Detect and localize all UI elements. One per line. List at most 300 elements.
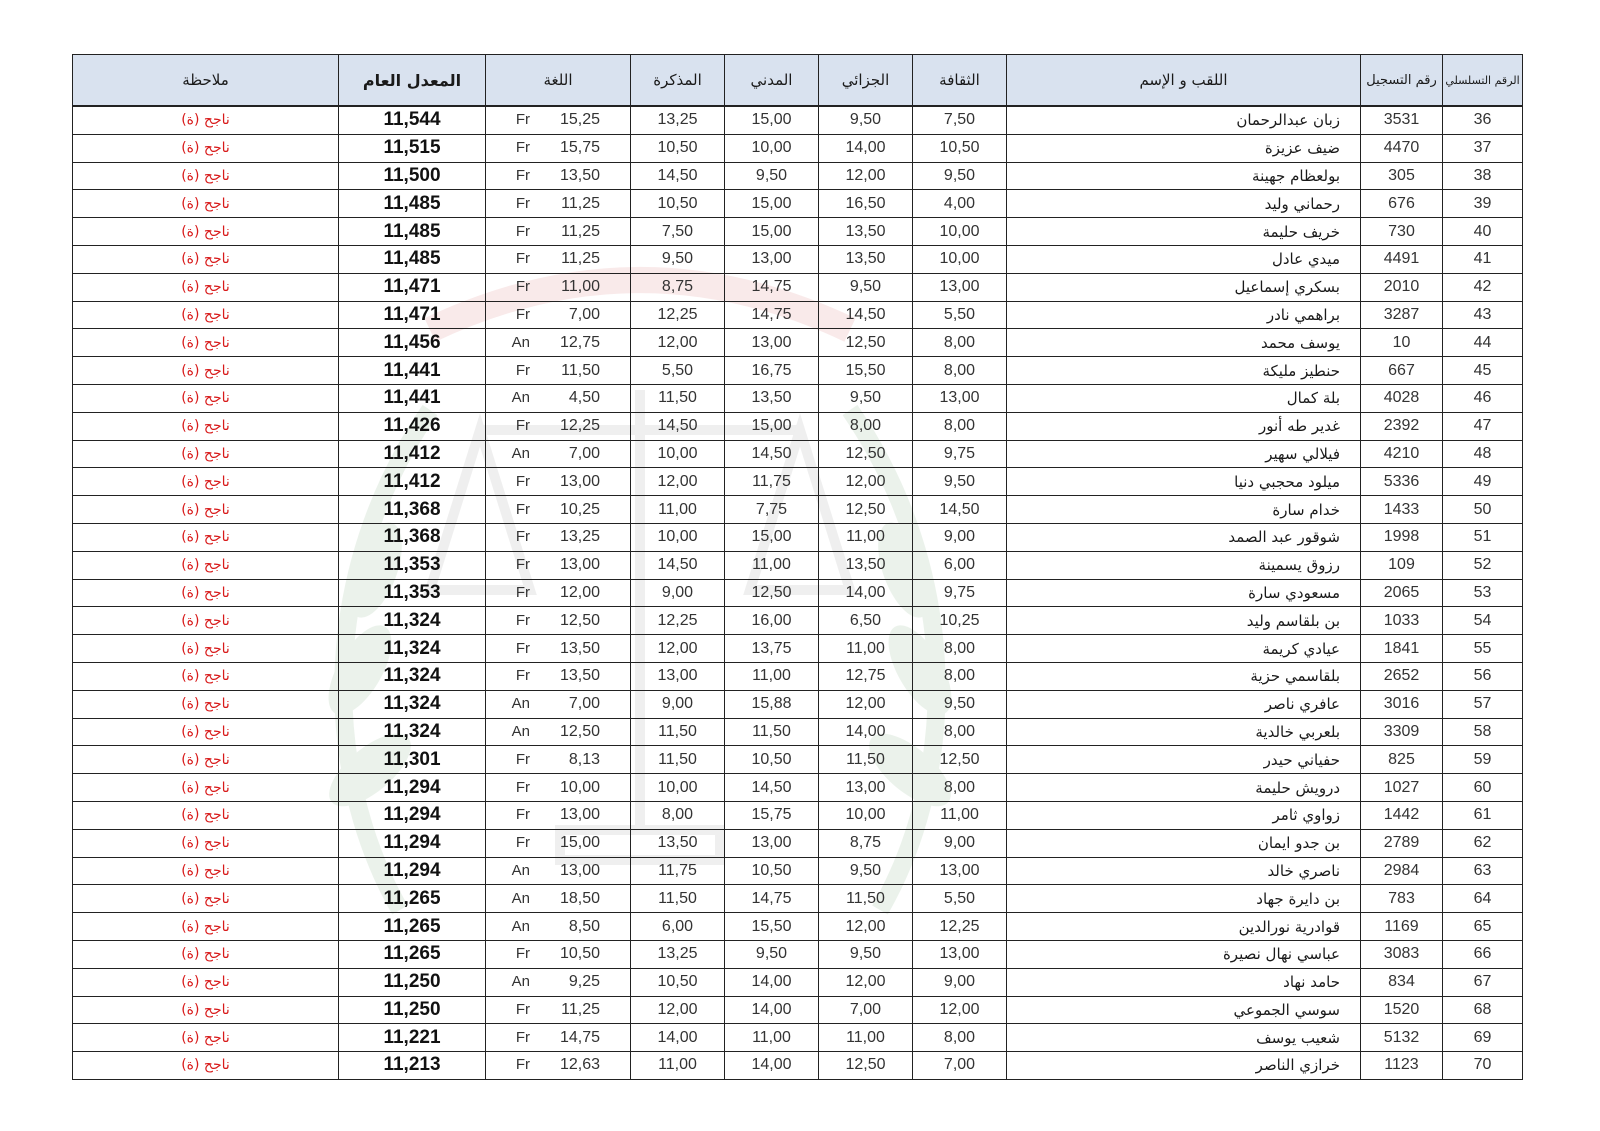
table-row <box>73 245 1523 273</box>
language-cell <box>486 885 631 913</box>
reg-cell: 3016 <box>1361 690 1443 718</box>
reg-cell: 667 <box>1361 357 1443 385</box>
name-cell: حنطيز مليكة <box>1007 357 1361 385</box>
name-cell: قوادرية نورالدين <box>1007 913 1361 941</box>
table-row <box>73 801 1523 829</box>
language-grade: 8,50 <box>568 917 600 935</box>
table-row <box>73 357 1523 385</box>
language-cell <box>486 774 631 802</box>
language-grade: 12,50 <box>559 611 600 629</box>
criminal-cell: 8,75 <box>819 829 913 857</box>
average-cell: 11,471 <box>339 273 486 301</box>
memo-cell: 14,50 <box>631 162 725 190</box>
criminal-cell: 13,50 <box>819 218 913 246</box>
average-cell: 11,544 <box>339 106 486 134</box>
language-grade: 7,00 <box>568 444 600 462</box>
note-cell: ناجح (ة) <box>73 106 339 134</box>
table-row <box>73 1052 1523 1080</box>
col-average-header: المعدل العام <box>339 55 486 107</box>
language-grade: 9,25 <box>568 973 600 991</box>
culture-cell: 14,50 <box>913 496 1007 524</box>
serial-cell: 38 <box>1443 162 1523 190</box>
average-cell: 11,265 <box>339 940 486 968</box>
civil-cell: 11,00 <box>725 551 819 579</box>
serial-cell: 57 <box>1443 690 1523 718</box>
col-culture-header: الثقافة <box>913 55 1007 107</box>
average-cell: 11,500 <box>339 162 486 190</box>
name-cell: بلقاسمي حزية <box>1007 662 1361 690</box>
criminal-cell: 11,50 <box>819 746 913 774</box>
table-row <box>73 551 1523 579</box>
col-memo-header: المذكرة <box>631 55 725 107</box>
criminal-cell: 10,00 <box>819 801 913 829</box>
language-cell <box>486 579 631 607</box>
note-cell: ناجح (ة) <box>73 440 339 468</box>
civil-cell: 15,75 <box>725 801 819 829</box>
reg-cell: 1033 <box>1361 607 1443 635</box>
note-cell: ناجح (ة) <box>73 218 339 246</box>
serial-cell: 64 <box>1443 885 1523 913</box>
reg-cell: 4210 <box>1361 440 1443 468</box>
average-cell: 11,221 <box>339 1024 486 1052</box>
name-cell: حفياني حيدر <box>1007 746 1361 774</box>
average-cell: 11,368 <box>339 496 486 524</box>
note-cell: ناجح (ة) <box>73 384 339 412</box>
culture-cell: 9,00 <box>913 523 1007 551</box>
language-code: Fr <box>515 750 530 768</box>
memo-cell: 10,50 <box>631 134 725 162</box>
culture-cell: 9,00 <box>913 968 1007 996</box>
name-cell: ناصري خالد <box>1007 857 1361 885</box>
criminal-cell: 12,50 <box>819 1052 913 1080</box>
language-cell <box>486 106 631 134</box>
language-cell <box>486 940 631 968</box>
average-cell: 11,265 <box>339 885 486 913</box>
name-cell: براهمي نادر <box>1007 301 1361 329</box>
language-code: Fr <box>515 250 530 268</box>
language-code: An <box>511 389 530 407</box>
language-cell <box>486 996 631 1024</box>
serial-cell: 55 <box>1443 635 1523 663</box>
table-row <box>73 774 1523 802</box>
memo-cell: 12,00 <box>631 996 725 1024</box>
note-cell: ناجح (ة) <box>73 412 339 440</box>
table-row <box>73 134 1523 162</box>
civil-cell: 14,00 <box>725 968 819 996</box>
reg-cell: 783 <box>1361 885 1443 913</box>
memo-cell: 11,75 <box>631 857 725 885</box>
reg-cell: 4028 <box>1361 384 1443 412</box>
culture-cell: 5,50 <box>913 885 1007 913</box>
table-row <box>73 329 1523 357</box>
language-cell <box>486 551 631 579</box>
col-criminal-header: الجزائي <box>819 55 913 107</box>
civil-cell: 10,50 <box>725 857 819 885</box>
serial-cell: 66 <box>1443 940 1523 968</box>
name-cell: بن بلقاسم وليد <box>1007 607 1361 635</box>
civil-cell: 9,50 <box>725 940 819 968</box>
note-cell: ناجح (ة) <box>73 162 339 190</box>
civil-cell: 13,00 <box>725 329 819 357</box>
reg-cell: 3309 <box>1361 718 1443 746</box>
serial-cell: 40 <box>1443 218 1523 246</box>
culture-cell: 6,00 <box>913 551 1007 579</box>
col-note-header: ملاحظة <box>73 55 339 107</box>
note-cell: ناجح (ة) <box>73 468 339 496</box>
table-row <box>73 829 1523 857</box>
criminal-cell: 14,00 <box>819 718 913 746</box>
language-code: Fr <box>515 194 530 212</box>
average-cell: 11,456 <box>339 329 486 357</box>
civil-cell: 15,88 <box>725 690 819 718</box>
culture-cell: 8,00 <box>913 662 1007 690</box>
name-cell: بسكري إسماعيل <box>1007 273 1361 301</box>
language-grade: 10,25 <box>559 500 600 518</box>
language-cell <box>486 1024 631 1052</box>
reg-cell: 5132 <box>1361 1024 1443 1052</box>
language-code: Fr <box>515 500 530 518</box>
culture-cell: 12,00 <box>913 996 1007 1024</box>
reg-cell: 676 <box>1361 190 1443 218</box>
criminal-cell: 12,00 <box>819 468 913 496</box>
criminal-cell: 6,50 <box>819 607 913 635</box>
memo-cell: 7,50 <box>631 218 725 246</box>
table-row <box>73 384 1523 412</box>
language-code: Fr <box>515 778 530 796</box>
culture-cell: 7,50 <box>913 106 1007 134</box>
culture-cell: 13,00 <box>913 384 1007 412</box>
culture-cell: 8,00 <box>913 357 1007 385</box>
name-cell: بن جدو ايمان <box>1007 829 1361 857</box>
table-row <box>73 718 1523 746</box>
memo-cell: 12,00 <box>631 635 725 663</box>
results-sheet <box>72 54 1522 1080</box>
culture-cell: 13,00 <box>913 273 1007 301</box>
language-grade: 10,50 <box>559 945 600 963</box>
language-cell <box>486 412 631 440</box>
memo-cell: 11,50 <box>631 746 725 774</box>
memo-cell: 12,00 <box>631 329 725 357</box>
name-cell: ميلود محجبي دنيا <box>1007 468 1361 496</box>
reg-cell: 4470 <box>1361 134 1443 162</box>
memo-cell: 10,50 <box>631 190 725 218</box>
col-civil-header: المدني <box>725 55 819 107</box>
language-code: Fr <box>515 611 530 629</box>
language-grade: 7,00 <box>568 695 600 713</box>
criminal-cell: 12,00 <box>819 968 913 996</box>
language-grade: 12,63 <box>559 1056 600 1074</box>
reg-cell: 2065 <box>1361 579 1443 607</box>
name-cell: زبان عبدالرحمان <box>1007 106 1361 134</box>
culture-cell: 10,25 <box>913 607 1007 635</box>
note-cell: ناجح (ة) <box>73 551 339 579</box>
serial-cell: 69 <box>1443 1024 1523 1052</box>
language-grade: 15,75 <box>559 139 600 157</box>
note-cell: ناجح (ة) <box>73 245 339 273</box>
language-code: Fr <box>515 166 530 184</box>
language-cell <box>486 273 631 301</box>
name-cell: غدير طه أنور <box>1007 412 1361 440</box>
civil-cell: 9,50 <box>725 162 819 190</box>
memo-cell: 9,00 <box>631 579 725 607</box>
serial-cell: 65 <box>1443 913 1523 941</box>
table-row <box>73 301 1523 329</box>
language-cell <box>486 746 631 774</box>
language-cell <box>486 690 631 718</box>
memo-cell: 14,50 <box>631 412 725 440</box>
average-cell: 11,485 <box>339 245 486 273</box>
note-cell: ناجح (ة) <box>73 635 339 663</box>
note-cell: ناجح (ة) <box>73 801 339 829</box>
culture-cell: 13,00 <box>913 857 1007 885</box>
average-cell: 11,294 <box>339 774 486 802</box>
language-code: An <box>511 917 530 935</box>
table-row <box>73 635 1523 663</box>
language-code: Fr <box>515 945 530 963</box>
language-grade: 13,00 <box>559 861 600 879</box>
reg-cell: 3531 <box>1361 106 1443 134</box>
memo-cell: 11,50 <box>631 384 725 412</box>
language-grade: 15,00 <box>559 834 600 852</box>
language-grade: 8,13 <box>568 750 600 768</box>
table-row <box>73 940 1523 968</box>
language-cell <box>486 357 631 385</box>
table-row <box>73 162 1523 190</box>
language-cell <box>486 134 631 162</box>
name-cell: رزوق يسمينة <box>1007 551 1361 579</box>
table-row <box>73 412 1523 440</box>
civil-cell: 10,00 <box>725 134 819 162</box>
memo-cell: 8,75 <box>631 273 725 301</box>
criminal-cell: 8,00 <box>819 412 913 440</box>
note-cell: ناجح (ة) <box>73 996 339 1024</box>
language-code: Fr <box>515 111 530 129</box>
language-grade: 13,00 <box>559 806 600 824</box>
civil-cell: 13,00 <box>725 245 819 273</box>
note-cell: ناجح (ة) <box>73 829 339 857</box>
civil-cell: 14,50 <box>725 774 819 802</box>
average-cell: 11,324 <box>339 662 486 690</box>
name-cell: ضيف عزيزة <box>1007 134 1361 162</box>
culture-cell: 4,00 <box>913 190 1007 218</box>
criminal-cell: 12,00 <box>819 162 913 190</box>
name-cell: بلة كمال <box>1007 384 1361 412</box>
culture-cell: 8,00 <box>913 412 1007 440</box>
civil-cell: 15,50 <box>725 913 819 941</box>
reg-cell: 2652 <box>1361 662 1443 690</box>
average-cell: 11,485 <box>339 190 486 218</box>
average-cell: 11,294 <box>339 801 486 829</box>
memo-cell: 10,00 <box>631 774 725 802</box>
civil-cell: 15,00 <box>725 190 819 218</box>
memo-cell: 14,00 <box>631 1024 725 1052</box>
table-row <box>73 523 1523 551</box>
language-grade: 7,00 <box>568 305 600 323</box>
civil-cell: 7,75 <box>725 496 819 524</box>
civil-cell: 15,00 <box>725 412 819 440</box>
table-row <box>73 690 1523 718</box>
memo-cell: 9,50 <box>631 245 725 273</box>
language-cell <box>486 245 631 273</box>
col-language-header: اللغة <box>486 55 631 107</box>
memo-cell: 5,50 <box>631 357 725 385</box>
note-cell: ناجح (ة) <box>73 662 339 690</box>
table-row <box>73 106 1523 134</box>
language-code: Fr <box>515 1000 530 1018</box>
note-cell: ناجح (ة) <box>73 913 339 941</box>
reg-cell: 1841 <box>1361 635 1443 663</box>
language-grade: 13,00 <box>559 472 600 490</box>
reg-cell: 2789 <box>1361 829 1443 857</box>
serial-cell: 59 <box>1443 746 1523 774</box>
language-cell <box>486 801 631 829</box>
civil-cell: 15,00 <box>725 523 819 551</box>
name-cell: شعيب يوسف <box>1007 1024 1361 1052</box>
criminal-cell: 15,50 <box>819 357 913 385</box>
table-row <box>73 218 1523 246</box>
language-code: Fr <box>515 361 530 379</box>
criminal-cell: 14,50 <box>819 301 913 329</box>
language-code: Fr <box>515 667 530 685</box>
culture-cell: 10,00 <box>913 218 1007 246</box>
note-cell: ناجح (ة) <box>73 190 339 218</box>
name-cell: زواوي ثامر <box>1007 801 1361 829</box>
language-code: An <box>511 722 530 740</box>
language-cell <box>486 913 631 941</box>
note-cell: ناجح (ة) <box>73 885 339 913</box>
criminal-cell: 11,00 <box>819 1024 913 1052</box>
reg-cell: 305 <box>1361 162 1443 190</box>
memo-cell: 11,50 <box>631 885 725 913</box>
civil-cell: 11,00 <box>725 662 819 690</box>
language-code: Fr <box>515 278 530 296</box>
civil-cell: 14,50 <box>725 440 819 468</box>
language-cell <box>486 857 631 885</box>
reg-cell: 5336 <box>1361 468 1443 496</box>
criminal-cell: 12,50 <box>819 496 913 524</box>
serial-cell: 58 <box>1443 718 1523 746</box>
average-cell: 11,250 <box>339 968 486 996</box>
reg-cell: 4491 <box>1361 245 1443 273</box>
name-cell: بن دايرة جهاد <box>1007 885 1361 913</box>
culture-cell: 11,00 <box>913 801 1007 829</box>
table-body <box>73 106 1523 1079</box>
average-cell: 11,368 <box>339 523 486 551</box>
memo-cell: 11,50 <box>631 718 725 746</box>
note-cell: ناجح (ة) <box>73 1052 339 1080</box>
language-cell <box>486 329 631 357</box>
language-cell <box>486 384 631 412</box>
note-cell: ناجح (ة) <box>73 968 339 996</box>
language-grade: 10,00 <box>559 778 600 796</box>
serial-cell: 53 <box>1443 579 1523 607</box>
table-row <box>73 857 1523 885</box>
serial-cell: 41 <box>1443 245 1523 273</box>
language-code: Fr <box>515 417 530 435</box>
reg-cell: 1123 <box>1361 1052 1443 1080</box>
name-cell: درويش حليمة <box>1007 774 1361 802</box>
language-grade: 14,75 <box>559 1028 600 1046</box>
culture-cell: 8,00 <box>913 635 1007 663</box>
table-row <box>73 607 1523 635</box>
serial-cell: 67 <box>1443 968 1523 996</box>
average-cell: 11,294 <box>339 829 486 857</box>
name-cell: سوسي الجموعي <box>1007 996 1361 1024</box>
reg-cell: 1169 <box>1361 913 1443 941</box>
civil-cell: 16,00 <box>725 607 819 635</box>
criminal-cell: 13,50 <box>819 245 913 273</box>
language-cell <box>486 829 631 857</box>
culture-cell: 12,25 <box>913 913 1007 941</box>
average-cell: 11,353 <box>339 579 486 607</box>
table-row <box>73 913 1523 941</box>
note-cell: ناجح (ة) <box>73 774 339 802</box>
serial-cell: 45 <box>1443 357 1523 385</box>
memo-cell: 13,25 <box>631 940 725 968</box>
civil-cell: 11,75 <box>725 468 819 496</box>
memo-cell: 10,00 <box>631 440 725 468</box>
language-grade: 11,50 <box>561 361 600 379</box>
note-cell: ناجح (ة) <box>73 301 339 329</box>
reg-cell: 825 <box>1361 746 1443 774</box>
memo-cell: 12,00 <box>631 468 725 496</box>
culture-cell: 13,00 <box>913 940 1007 968</box>
serial-cell: 56 <box>1443 662 1523 690</box>
name-cell: بولعظام جهينة <box>1007 162 1361 190</box>
criminal-cell: 11,00 <box>819 523 913 551</box>
name-cell: عافري ناصر <box>1007 690 1361 718</box>
language-grade: 11,25 <box>561 1000 600 1018</box>
civil-cell: 13,00 <box>725 829 819 857</box>
civil-cell: 16,75 <box>725 357 819 385</box>
language-grade: 4,50 <box>568 389 600 407</box>
serial-cell: 42 <box>1443 273 1523 301</box>
language-code: An <box>511 861 530 879</box>
culture-cell: 12,50 <box>913 746 1007 774</box>
serial-cell: 63 <box>1443 857 1523 885</box>
reg-cell: 2984 <box>1361 857 1443 885</box>
civil-cell: 14,75 <box>725 273 819 301</box>
language-grade: 13,50 <box>559 166 600 184</box>
reg-cell: 1442 <box>1361 801 1443 829</box>
language-grade: 12,00 <box>559 583 600 601</box>
criminal-cell: 11,50 <box>819 885 913 913</box>
criminal-cell: 9,50 <box>819 273 913 301</box>
language-grade: 11,25 <box>561 194 600 212</box>
language-grade: 18,50 <box>559 889 600 907</box>
language-code: An <box>511 973 530 991</box>
language-cell <box>486 468 631 496</box>
culture-cell: 9,75 <box>913 579 1007 607</box>
language-cell <box>486 301 631 329</box>
note-cell: ناجح (ة) <box>73 857 339 885</box>
table-row <box>73 440 1523 468</box>
culture-cell: 8,00 <box>913 774 1007 802</box>
average-cell: 11,324 <box>339 607 486 635</box>
memo-cell: 13,25 <box>631 106 725 134</box>
memo-cell: 9,00 <box>631 690 725 718</box>
serial-cell: 37 <box>1443 134 1523 162</box>
language-cell <box>486 496 631 524</box>
table-row <box>73 496 1523 524</box>
average-cell: 11,412 <box>339 440 486 468</box>
culture-cell: 9,00 <box>913 829 1007 857</box>
average-cell: 11,324 <box>339 690 486 718</box>
table-header-row <box>73 55 1523 107</box>
language-code: Fr <box>515 806 530 824</box>
reg-cell: 1433 <box>1361 496 1443 524</box>
table-row <box>73 968 1523 996</box>
